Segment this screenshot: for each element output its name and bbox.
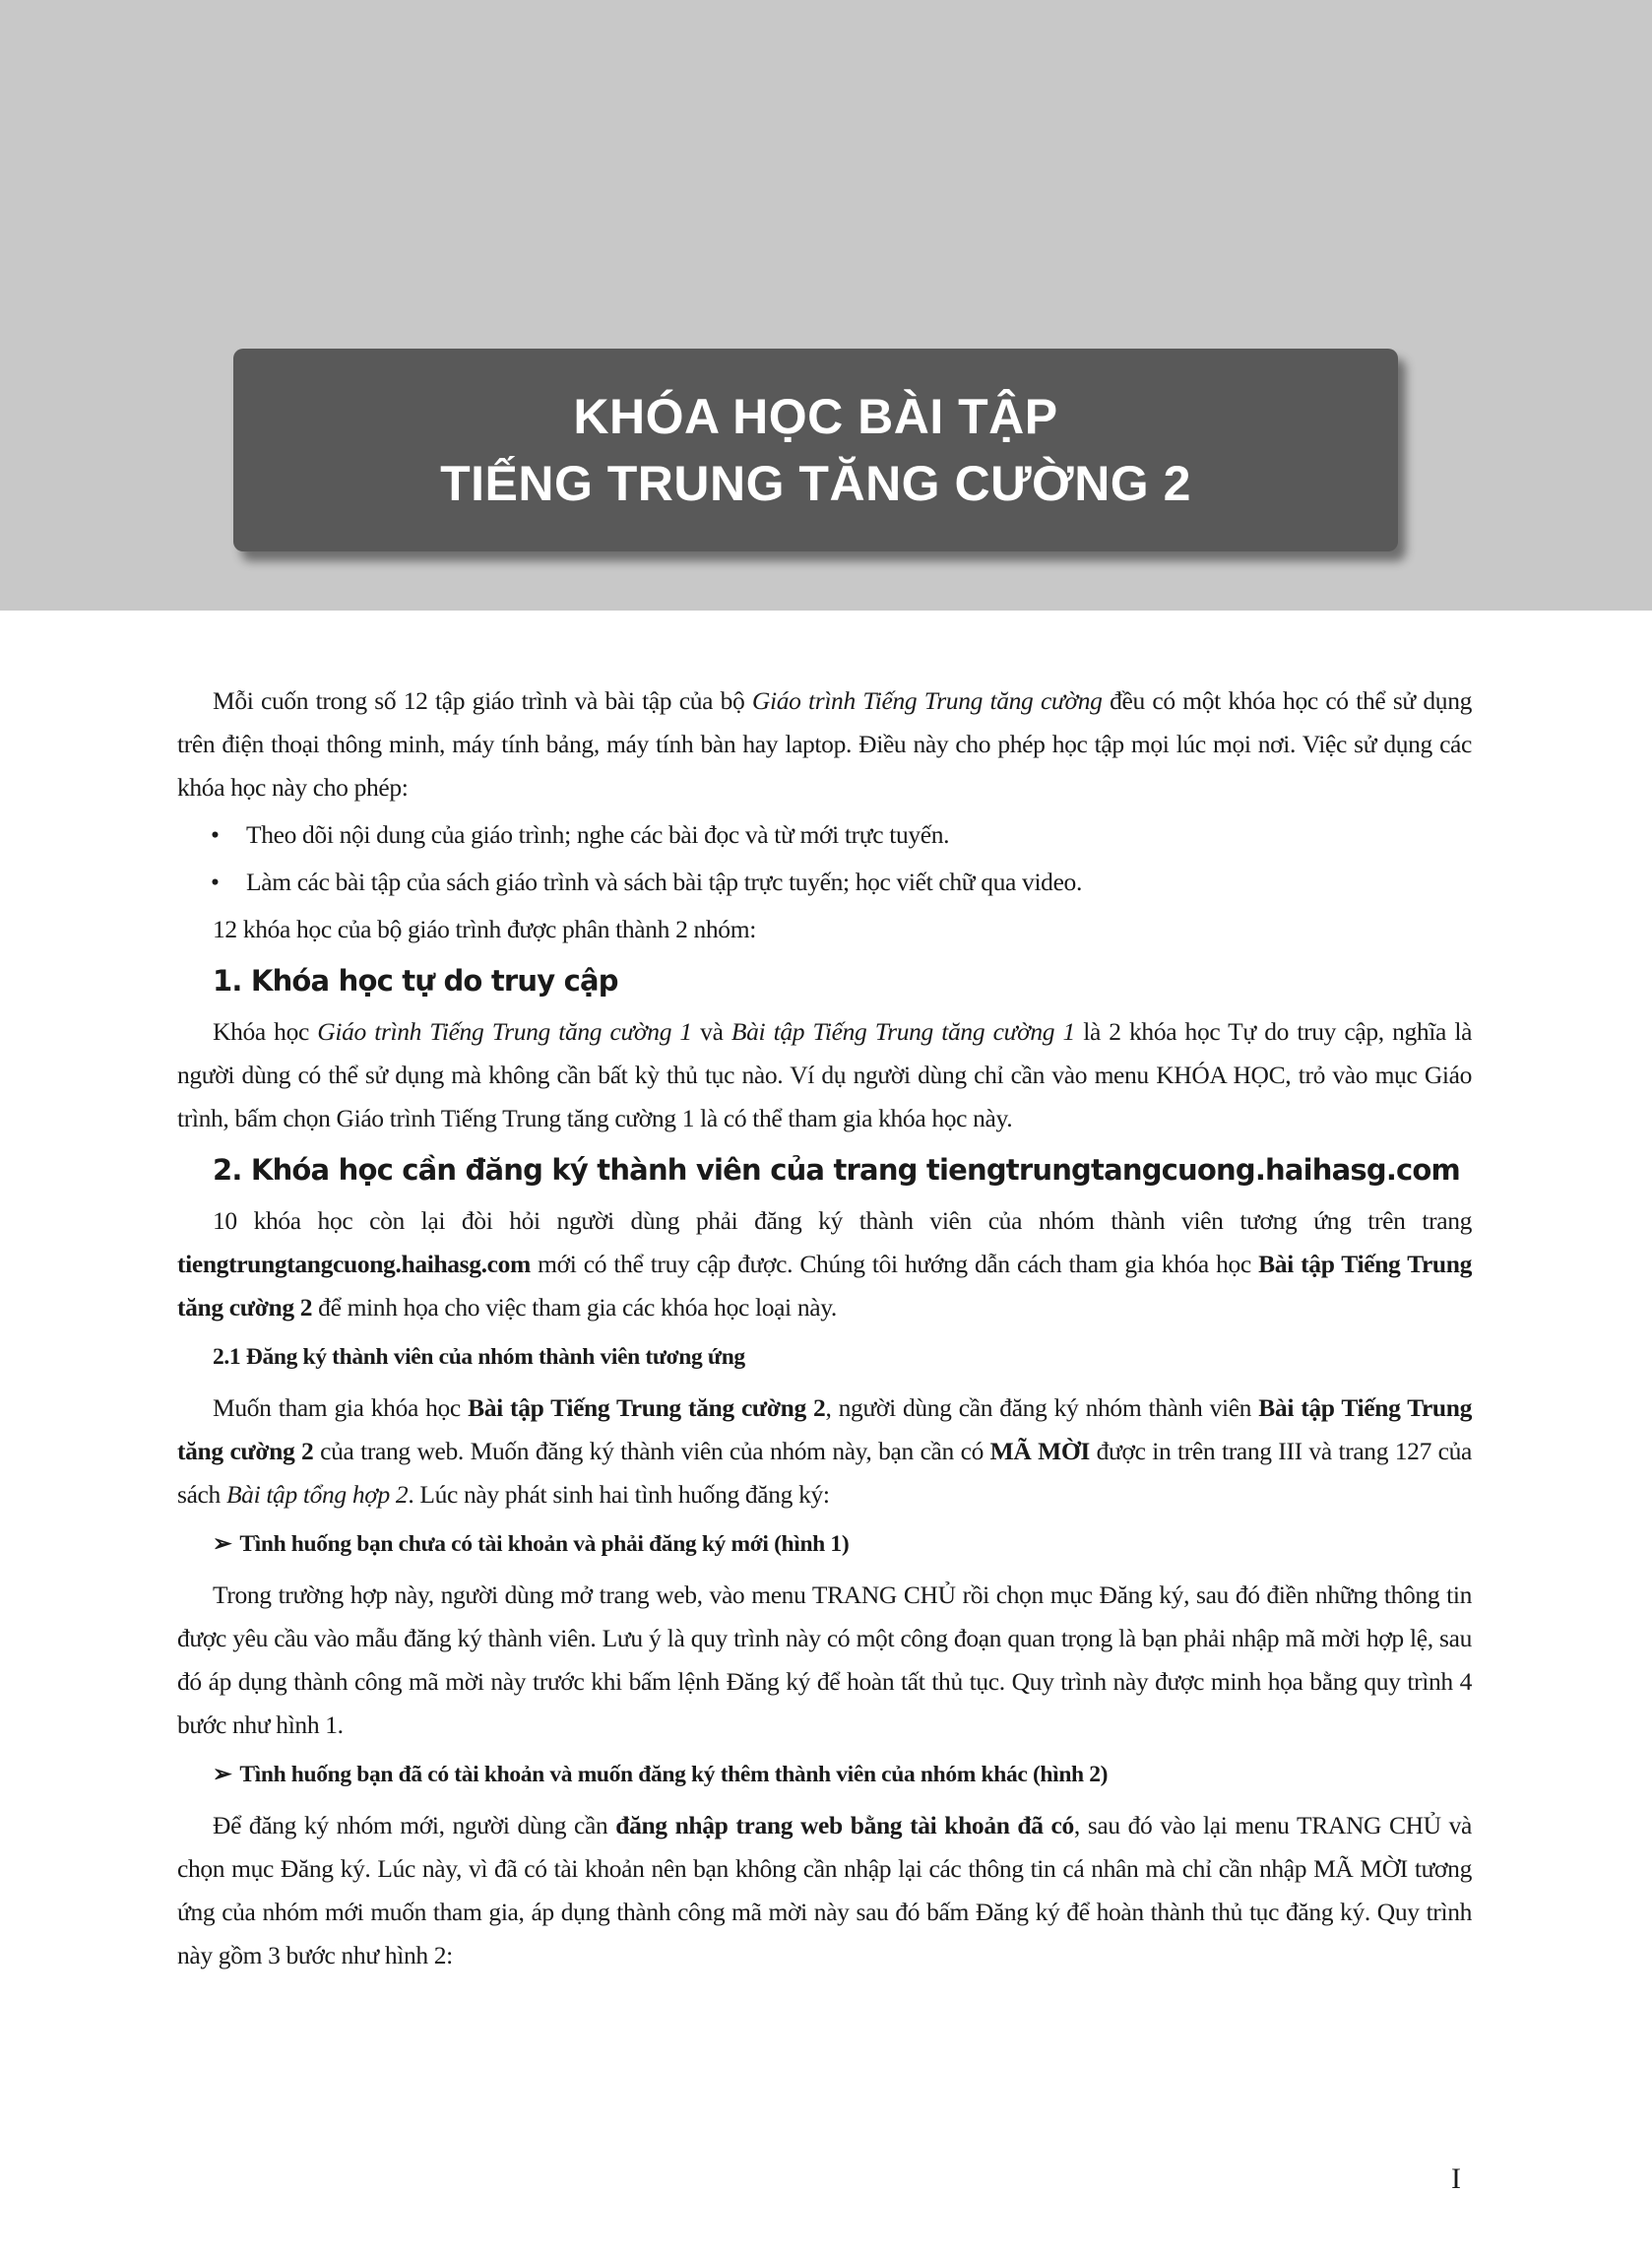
section-heading: [213, 1144, 1472, 1195]
text-run: Mỗi cuốn trong số 12 tập giáo trình và bài tập của bộ: [213, 686, 752, 715]
italic-text: Bài tập tổng hợp 2: [225, 1480, 409, 1509]
text-run: Tình huống bạn đã có tài khoản và muốn đăng ký thêm thành viên của nhóm khác (hình 2): [239, 1762, 1109, 1787]
paragraph: [177, 1199, 1472, 1329]
bold-text: Bài tập Tiếng Trung tăng cường 2: [177, 1250, 1472, 1322]
page-number: I: [1451, 2162, 1461, 2195]
italic-text: Bài tập Tiếng Trung tăng cường 1: [731, 1017, 1075, 1046]
bold-text: Bài tập Tiếng Trung tăng cường 2: [177, 1393, 1472, 1465]
text-run: . Lúc này phát sinh hai tình huống đăng ký:: [408, 1480, 830, 1509]
text-run: được in trên trang III và trang 127 của sách: [177, 1437, 1473, 1509]
text-run: 2.1 Đăng ký thành viên của nhóm thành viên tương ứng: [213, 1344, 745, 1370]
bold-text: MÃ MỜI: [989, 1437, 1090, 1465]
case-heading: [213, 1520, 1472, 1568]
paragraph: [177, 1804, 1472, 1977]
bullet-item: [177, 813, 1472, 857]
paragraph: [177, 679, 1472, 809]
paragraph: [177, 1010, 1472, 1140]
text-run: , người dùng cần đăng ký nhóm thành viên: [825, 1393, 1259, 1422]
document-body: [177, 679, 1472, 1981]
text-run: Khóa học: [213, 1017, 318, 1046]
arrow-bullet-icon: ➢: [213, 1531, 232, 1557]
bold-text: đăng nhập trang web bằng tài khoản đã có: [615, 1811, 1074, 1839]
paragraph: [177, 1386, 1472, 1516]
subsection-heading: [213, 1333, 1472, 1381]
text-run: Làm các bài tập của sách giáo trình và sách bài tập trực tuyến; học viết chữ qua video.: [246, 868, 1082, 896]
case-heading: [213, 1751, 1472, 1798]
text-run: 10 khóa học còn lại đòi hỏi người dùng phải đăng ký thành viên của nhóm thành viên tương ứng trên trang: [213, 1206, 1472, 1235]
bullet-icon: •: [211, 820, 220, 849]
arrow-bullet-icon: ➢: [213, 1762, 232, 1787]
text-run: là 2 khóa học Tự do truy cập, nghĩa là người dùng có thể sử dụng mà không cần bất kỳ thủ tục nào. Ví dụ người dùng chỉ cần vào menu KHÓA HỌC, trỏ vào mục Giáo trình, bấm chọn Giáo trình Tiếng Trung tăng cường 1 là có thể tham gia khóa học này.: [177, 1017, 1473, 1132]
text-run: 2. Khóa học cần đăng ký thành viên của trang tiengtrungtangcuong.haihasg.com: [213, 1153, 1460, 1187]
text-run: đều có một khóa học có thể sử dụng trên điện thoại thông minh, máy tính bảng, máy tính bàn hay laptop. Điều này cho phép học tập mọi lúc mọi nơi. Việc sử dụng các khóa học này cho phép:: [177, 686, 1472, 802]
italic-text: Giáo trình Tiếng Trung tăng cường 1: [317, 1017, 692, 1046]
chapter-title-line-2: TIẾNG TRUNG TĂNG CƯỜNG 2: [440, 456, 1191, 511]
section-heading: [213, 955, 1472, 1006]
text-run: của trang web. Muốn đăng ký thành viên của nhóm này, bạn cần có: [313, 1437, 990, 1465]
paragraph: [177, 1574, 1472, 1747]
italic-text: Giáo trình Tiếng Trung tăng cường: [751, 686, 1103, 715]
bold-text: tiengtrungtangcuong.haihasg.com: [177, 1250, 531, 1278]
text-run: mới có thể truy cập được. Chúng tôi hướng dẫn cách tham gia khóa học: [530, 1250, 1259, 1278]
text-run: Theo dõi nội dung của giáo trình; nghe các bài đọc và từ mới trực tuyến.: [246, 820, 950, 849]
paragraph: [177, 908, 1472, 951]
header-banner: [0, 0, 1652, 611]
text-run: Trong trường hợp này, người dùng mở trang web, vào menu TRANG CHỦ rồi chọn mục Đăng ký, sau đó điền những thông tin được yêu cầu vào mẫu đăng ký thành viên. Lưu ý là quy trình này có một công đoạn quan trọng là bạn phải nhập mã mời hợp lệ, sau đó áp dụng thành công mã mời này trước khi bấm lệnh Đăng ký để hoàn tất thủ tục. Quy trình này được minh họa bằng quy trình 4 bước như hình 1.: [177, 1580, 1472, 1739]
text-run: Muốn tham gia khóa học: [213, 1393, 469, 1422]
text-run: Tình huống bạn chưa có tài khoản và phải đăng ký mới (hình 1): [239, 1531, 850, 1557]
text-run: Để đăng ký nhóm mới, người dùng cần: [213, 1811, 616, 1839]
bullet-item: [177, 861, 1472, 904]
chapter-title-line-1: KHÓA HỌC BÀI TẬP: [573, 389, 1058, 444]
bullet-icon: •: [211, 868, 220, 896]
bold-text: Bài tập Tiếng Trung tăng cường 2: [468, 1393, 826, 1422]
text-run: và: [691, 1017, 731, 1046]
text-run: 1. Khóa học tự do truy cập: [213, 964, 618, 998]
text-run: , sau đó vào lại menu TRANG CHỦ và chọn mục Đăng ký. Lúc này, vì đã có tài khoản nên bạn không cần nhập lại các thông tin cá nhân mà chỉ cần nhập MÃ MỜI tương ứng của nhóm mới muốn tham gia, áp dụng thành công mã mời này sau đó bấm Đăng ký để hoàn thành thủ tục đăng ký. Quy trình này gồm 3 bước như hình 2:: [177, 1811, 1473, 1969]
chapter-title-box: [233, 349, 1398, 551]
text-run: 12 khóa học của bộ giáo trình được phân thành 2 nhóm:: [213, 915, 756, 943]
text-run: để minh họa cho việc tham gia các khóa học loại này.: [312, 1293, 837, 1322]
